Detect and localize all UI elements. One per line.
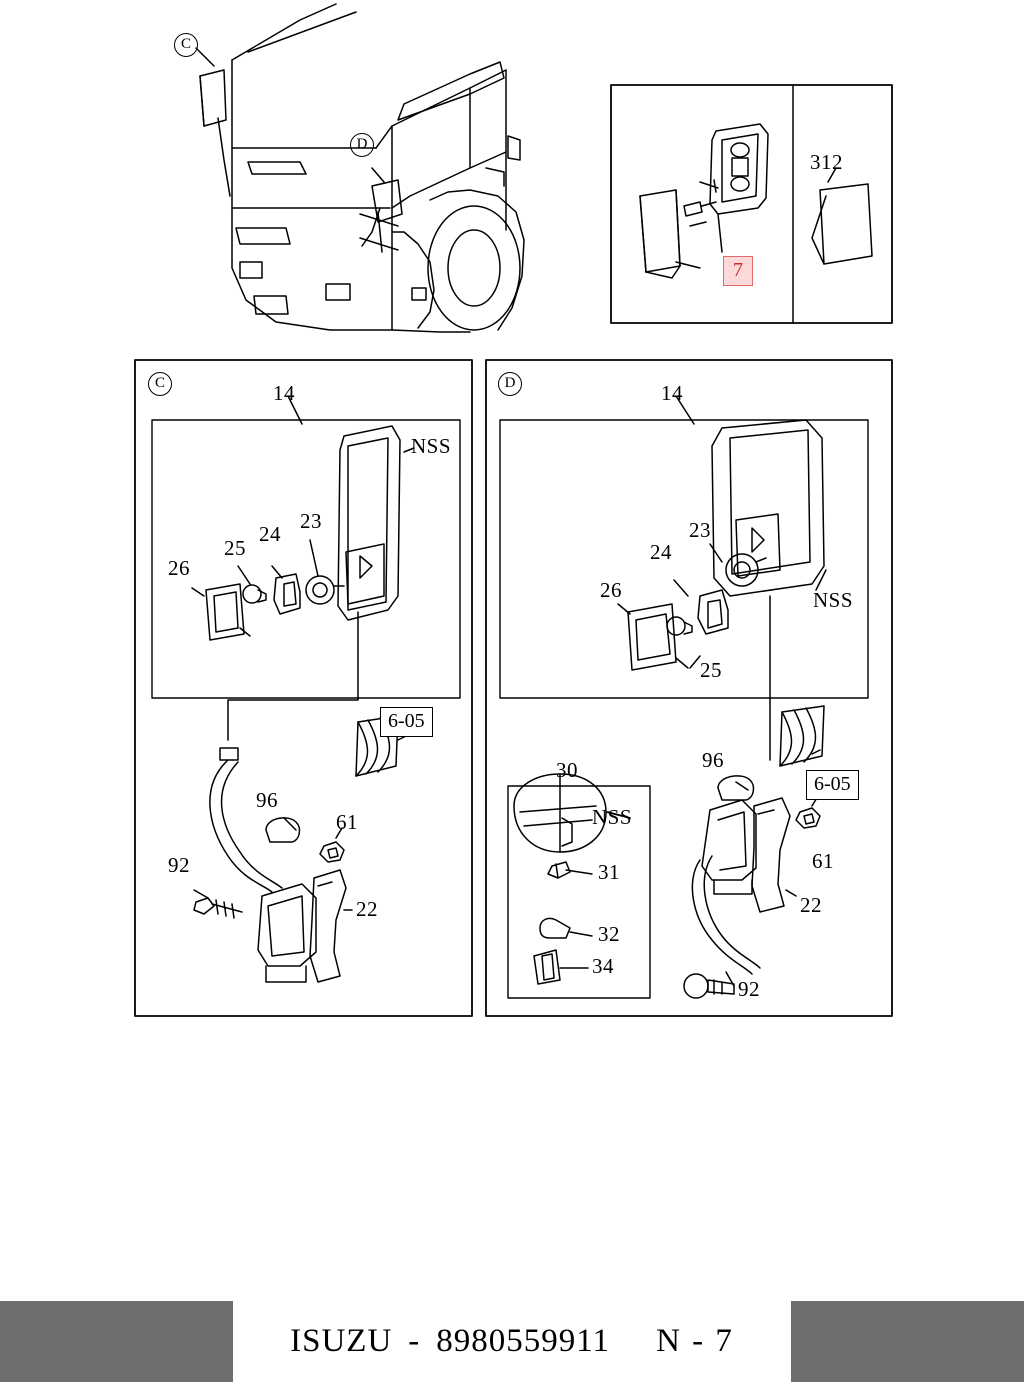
- label-312: 312: [810, 150, 843, 174]
- part-number: 8980559911: [436, 1323, 611, 1359]
- label-d-14: 14: [661, 381, 683, 405]
- label-c-14: 14: [273, 381, 295, 405]
- label-c-96: 96: [256, 788, 278, 812]
- label-c-26: 26: [168, 556, 190, 580]
- label-c-92: 92: [168, 853, 190, 877]
- footer-content: [233, 1301, 791, 1382]
- brand-dash: -: [408, 1323, 421, 1359]
- label-d-23: 23: [689, 518, 711, 542]
- highlight-part-7: 7: [723, 256, 753, 286]
- callout-c-truck: C: [174, 33, 198, 57]
- label-c-25: 25: [224, 536, 246, 560]
- label-c-ref-6-05: 6-05: [380, 707, 433, 737]
- label-d-nss: NSS: [813, 588, 854, 612]
- label-c-61: 61: [336, 810, 358, 834]
- page-number: N - 7: [656, 1323, 734, 1359]
- label-d-ref-6-05: 6-05: [806, 770, 859, 800]
- label-d-34: 34: [592, 954, 614, 978]
- label-d-96: 96: [702, 748, 724, 772]
- label-d-25: 25: [700, 658, 722, 682]
- label-c-nss: NSS: [411, 434, 452, 458]
- label-d-32: 32: [598, 922, 620, 946]
- label-d-22: 22: [800, 893, 822, 917]
- label-d-61: 61: [812, 849, 834, 873]
- brand-name: ISUZU: [290, 1323, 393, 1359]
- label-d-31: 31: [598, 860, 620, 884]
- panel-d-letter: D: [498, 372, 522, 396]
- label-c-23: 23: [300, 509, 322, 533]
- label-c-24: 24: [259, 522, 281, 546]
- label-d-24: 24: [650, 540, 672, 564]
- label-d-92: 92: [738, 977, 760, 1001]
- label-c-22: 22: [356, 897, 378, 921]
- label-d-30: 30: [556, 758, 578, 782]
- panel-c-letter: C: [148, 372, 172, 396]
- callout-d-truck: D: [350, 133, 374, 157]
- label-d-26: 26: [600, 578, 622, 602]
- label-d-nss-2: NSS: [592, 805, 633, 829]
